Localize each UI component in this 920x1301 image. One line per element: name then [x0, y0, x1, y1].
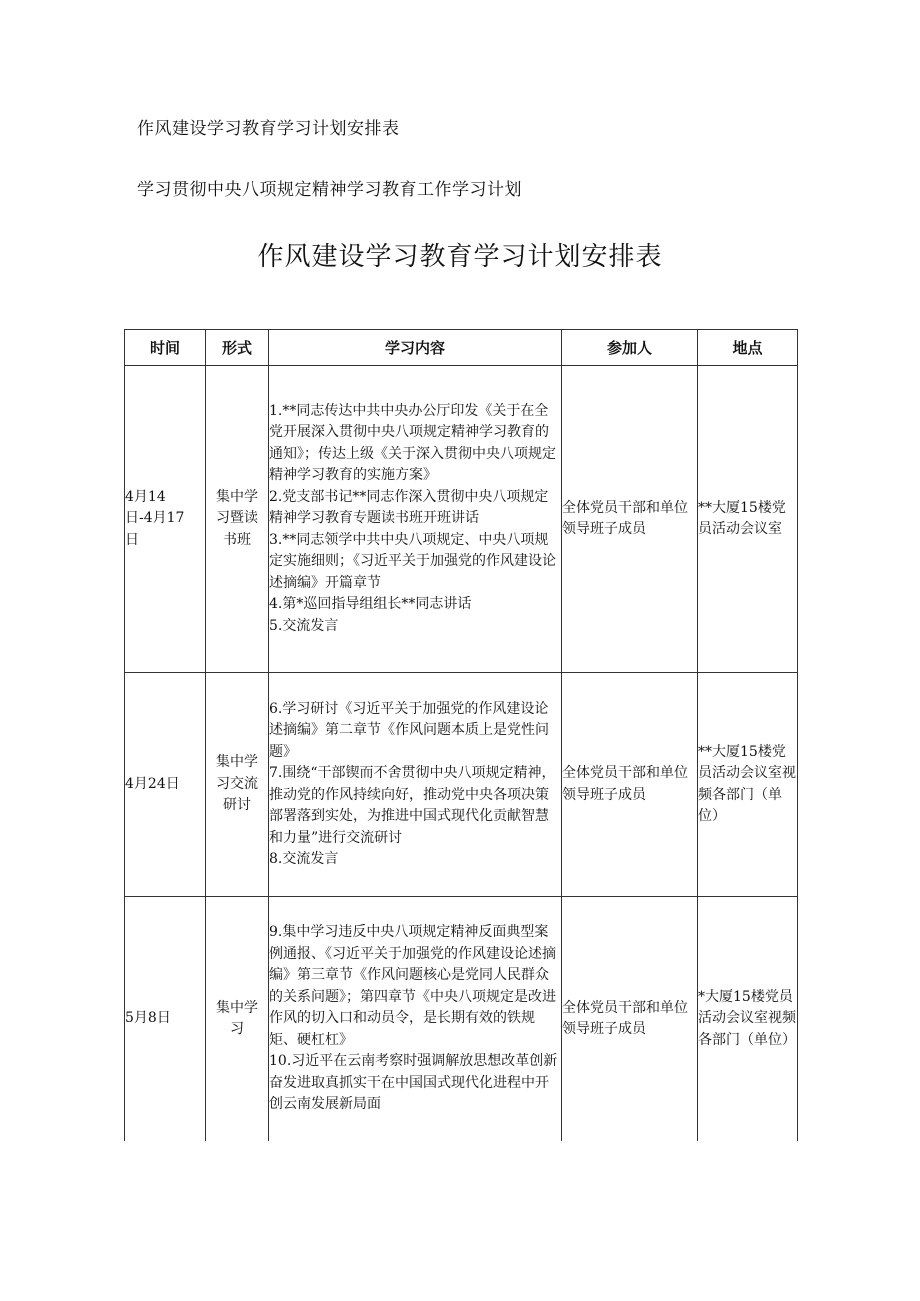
cell-content	[269, 673, 562, 897]
cell-participants	[562, 673, 698, 897]
header-participants: 参加人	[562, 330, 698, 366]
cell-location	[698, 673, 798, 897]
header-form: 形式	[206, 330, 269, 366]
header-content: 学习内容	[269, 330, 562, 366]
time-text: 5月8日	[125, 1010, 171, 1027]
time-text: 4月14日-4月17日	[125, 488, 185, 548]
header-location: 地点	[698, 330, 798, 366]
participants-text: 全体党员干部和单位领导班子成员	[562, 999, 688, 1037]
location-text: **大厦15楼党员活动会议室	[698, 499, 786, 537]
form-text: 集中学习交流研讨	[216, 754, 258, 814]
cell-form	[206, 897, 269, 1142]
table-row	[125, 366, 798, 673]
doc-heading-2: 学习贯彻中央八项规定精神学习教育工作学习计划	[137, 180, 522, 200]
cell-content	[269, 366, 562, 673]
form-text: 集中学习	[216, 999, 258, 1037]
content-text: 6.学习研讨《习近平关于加强党的作风建设论述摘编》第二章节《作风问题本质上是党性问题》 7.围绕“干部锲而不舍贯彻中央八项规定精神，推动党的作风持续向好，推动党中央各项决策部署落到实处，为推进中国式现代化贡献智慧和力量”进行交流研讨 8.交流发言	[269, 700, 556, 867]
cell-participants	[562, 366, 698, 673]
time-text: 4月24日	[125, 775, 180, 792]
doc-heading-1: 作风建设学习教育学习计划安排表	[137, 119, 400, 139]
content-text: 9.集中学习违反中央八项规定精神反面典型案例通报、《习近平关于加强党的作风建设论述摘编》第三章节《作风问题核心是党同人民群众的关系问题》；第四章节《中央八项规定是改进作风的切入口和动员令，是长期有效的铁规矩、硬杠杠》 10.习近平在云南考察时强调解放思想改革创新奋发进取真抓实干在中国国式现代化进程中开创云南发展新局面	[269, 924, 558, 1113]
table-row	[125, 897, 798, 1142]
cell-time	[125, 366, 206, 673]
cell-content	[269, 897, 562, 1142]
table-row	[125, 673, 798, 897]
cell-time	[125, 897, 206, 1142]
cell-location	[698, 897, 798, 1142]
cell-form	[206, 673, 269, 897]
header-time: 时间	[125, 330, 206, 366]
cell-form	[206, 366, 269, 673]
location-text: *大厦15楼党员活动会议室视频各部门（单位）	[698, 988, 796, 1048]
table-header-row	[125, 330, 798, 366]
cell-time	[125, 673, 206, 897]
cell-participants	[562, 897, 698, 1142]
doc-title: 作风建设学习教育学习计划安排表	[257, 242, 663, 272]
content-text: 1.**同志传达中共中央办公厅印发《关于在全党开展深入贯彻中央八项规定精神学习教育的通知》；传达上级《关于深入贯彻中央八项规定精神学习教育的实施方案》 2.党支部书记**同志作深入贯彻中央八项规定精神学习教育专题读书班开班讲话 3.**同志领学中共中央八项规定、中央八项规定实施细则；《习近平关于加强党的作风建设论述摘编》开篇章节 4.第*巡回指导组组长**同志讲话 5.交流发言	[269, 402, 556, 634]
cell-location	[698, 366, 798, 673]
location-text: **大厦15楼党员活动会议室视频各部门（单位）	[698, 743, 796, 824]
form-text: 集中学习暨读书班	[216, 488, 258, 548]
study-plan-table	[124, 329, 798, 1141]
participants-text: 全体党员干部和单位领导班子成员	[562, 765, 688, 803]
participants-text: 全体党员干部和单位领导班子成员	[562, 499, 688, 537]
